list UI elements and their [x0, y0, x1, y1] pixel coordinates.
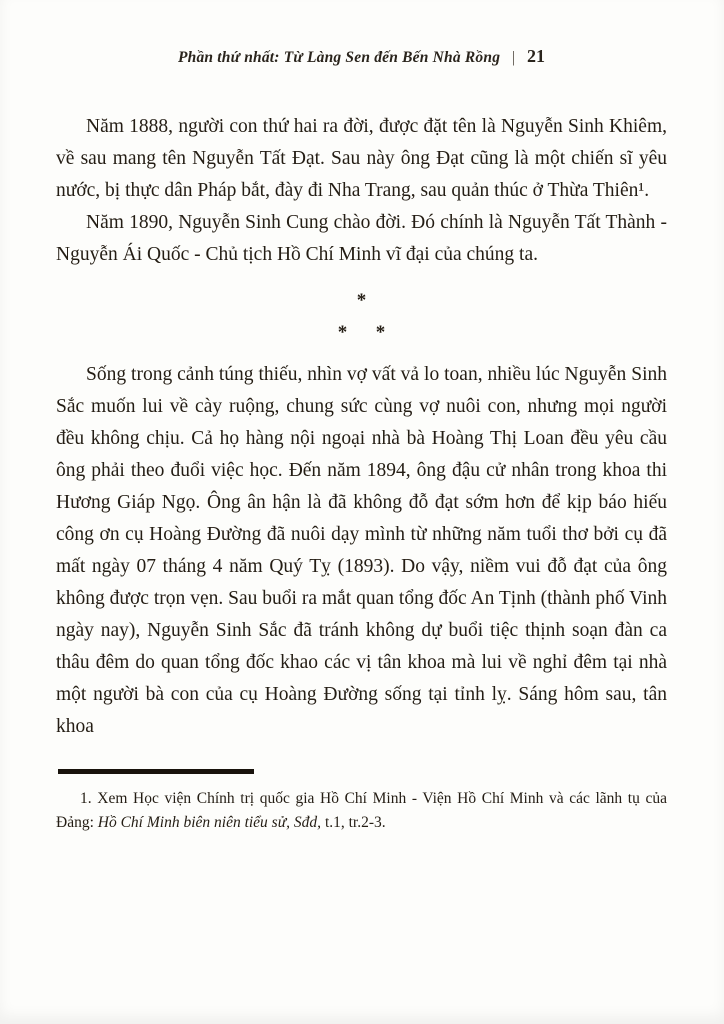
chapter-title: Phần thứ nhất: Từ Làng Sen đến Bến Nhà Rồng [177, 49, 501, 66]
footnote-suffix: t.1, tr.2-3. [321, 814, 386, 831]
section-break [56, 285, 667, 349]
footnote-prefix: 1. Xem Học viện Chính trị quốc gia Hồ Chí Minh - Viện Hồ Chí Minh và các lãnh tụ của Đảng: [56, 790, 667, 831]
asterisk-line-2: * * [337, 322, 386, 343]
running-header [56, 46, 667, 67]
header-separator: | [512, 49, 516, 66]
footnote-title-italic: Hồ Chí Minh biên niên tiểu sử, Sđd, [97, 814, 322, 831]
footnote-rule [58, 769, 254, 774]
footnote-area [56, 769, 667, 835]
asterisk-line-1: * [356, 290, 367, 311]
paragraph-2: Năm 1890, Nguyễn Sinh Cung chào đời. Đó chính là Nguyễn Tất Thành - Nguyễn Ái Quốc - Chủ tịch Hồ Chí Minh vĩ đại của chúng ta. [56, 212, 667, 265]
footnote-text [56, 787, 667, 835]
paragraph-3: Sống trong cảnh túng thiếu, nhìn vợ vất vả lo toan, nhiều lúc Nguyễn Sinh Sắc muốn lui về cày ruộng, chung sức cùng vợ nuôi con, nhưng mọi người đều không chịu. Cả họ hàng nội ngoại nhà bà Hoàng Thị Loan đều yêu cầu ông phải theo đuổi việc học. Đến năm 1894, ông đậu cử nhân trong khoa thi Hương Giáp Ngọ. Ông ân hận là đã không đỗ đạt sớm hơn để kịp báo hiếu công ơn cụ Hoàng Đường đã nuôi dạy mình từ những năm tuổi thơ bởi cụ đã mất ngày 07 tháng 4 năm Quý Tỵ (1893). Do vậy, niềm vui đỗ đạt của ông không được trọn vẹn. Sau buổi ra mắt quan tổng đốc An Tịnh (thành phố Vinh ngày nay), Nguyễn Sinh Sắc đã tránh không dự buổi tiệc thịnh soạn đàn ca thâu đêm do quan tổng đốc khao các vị tân khoa mà lui về nghỉ đêm tại nhà một người bà con của cụ Hoàng Đường sống tại tỉnh lỵ. Sáng hôm sau, tân khoa [56, 364, 667, 737]
page-body [56, 111, 667, 743]
page-number: 21 [527, 46, 546, 66]
paragraph-1: Năm 1888, người con thứ hai ra đời, được đặt tên là Nguyễn Sinh Khiêm, về sau mang tên Nguyễn Tất Đạt. Sau này ông Đạt cũng là một chiến sĩ yêu nước, bị thực dân Pháp bắt, đày đi Nha Trang, sau quản thúc ở Thừa Thiên¹. [56, 116, 667, 201]
